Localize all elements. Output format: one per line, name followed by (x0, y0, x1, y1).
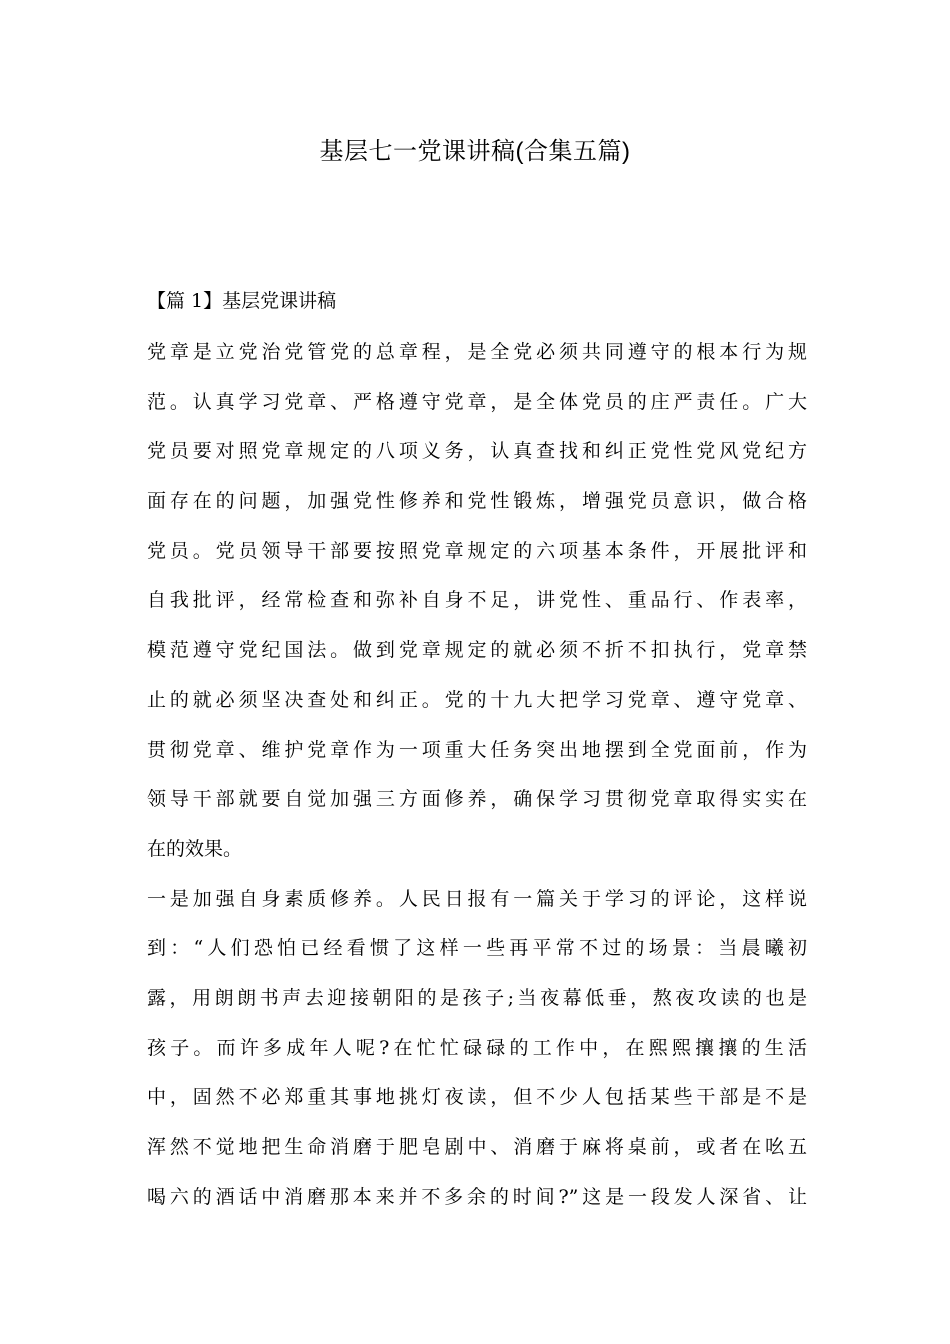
text-line: 一是加强自身素质修养。人民日报有一篇关于学习的评论，这样说 (147, 887, 807, 910)
text-line: 模范遵守党纪国法。做到党章规定的就必须不折不扣执行，党章禁 (147, 639, 807, 662)
body-text (147, 328, 807, 1222)
text-line: 孩子。而许多成年人呢?在忙忙碌碌的工作中，在熙熙攘攘的生活 (147, 1036, 807, 1059)
text-line: 领导干部就要自觉加强三方面修养，确保学习贯彻党章取得实实在 (147, 788, 807, 811)
text-line: 自我批评，经常检查和弥补自身不足，讲党性、重品行、作表率， (147, 589, 807, 612)
text-line: 浑然不觉地把生命消磨于肥皂剧中、消磨于麻将桌前，或者在吆五 (147, 1136, 807, 1158)
text-line: 贯彻党章、维护党章作为一项重大任务突出地摆到全党面前，作为 (147, 738, 807, 761)
text-line: 中，固然不必郑重其事地挑灯夜读，但不少人包括某些干部是不是 (147, 1086, 807, 1109)
text-line: 范。认真学习党章、严格遵守党章，是全体党员的庄严责任。广大 (147, 390, 807, 413)
text-line: 党章是立党治党管党的总章程，是全党必须共同遵守的根本行为规 (147, 341, 807, 363)
text-line: 在的效果。 (147, 837, 243, 860)
text-line: 党员要对照党章规定的八项义务，认真查找和纠正党性党风党纪方 (147, 440, 807, 463)
text-line: 止的就必须坚决查处和纠正。党的十九大把学习党章、遵守党章、 (147, 688, 807, 711)
document-title: 基层七一党课讲稿(合集五篇) (319, 138, 631, 165)
text-line: 面存在的问题，加强党性修养和党性锻炼，增强党员意识，做合格 (147, 490, 807, 513)
text-line: 党员。党员领导干部要按照党章规定的六项基本条件，开展批评和 (147, 539, 807, 562)
text-line: 喝六的酒话中消磨那本来并不多余的时间?”这是一段发人深省、让 (147, 1185, 807, 1208)
section-heading: 【篇 1】基层党课讲稿 (147, 290, 337, 312)
text-line: 露，用朗朗书声去迎接朝阳的是孩子;当夜幕低垂，熬夜攻读的也是 (147, 986, 807, 1009)
text-line: 到：“人们恐怕已经看惯了这样一些再平常不过的场景：当晨曦初 (147, 937, 807, 960)
